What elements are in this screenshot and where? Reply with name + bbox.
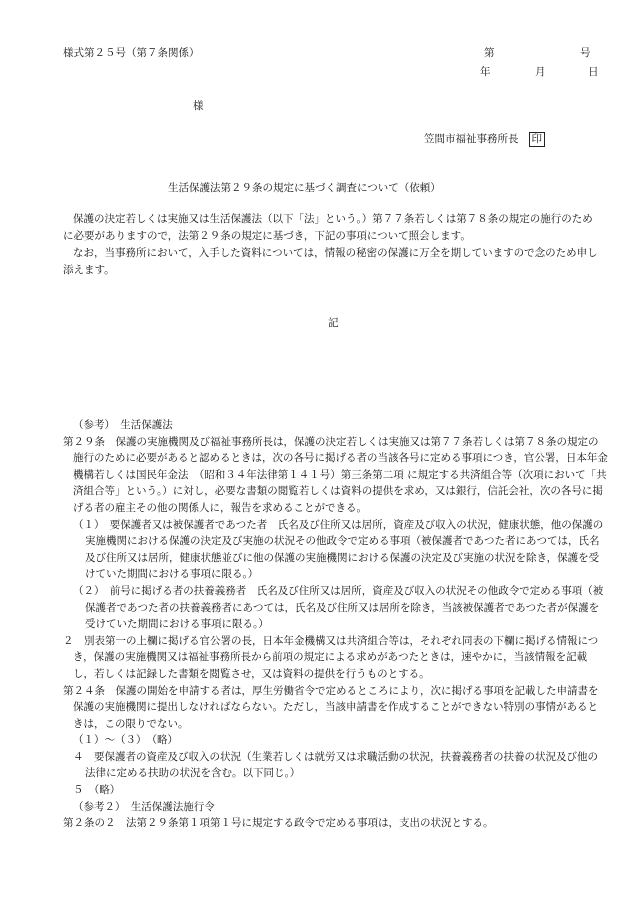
article-29-item-2: （２） 前号に掲げる者の扶養義務者 氏名及び住所又は居所，資産及び収入の状況その他政令で定める事項（被保護者であつた者の扶養義務者にあつては，氏名及び住所又は居所を除き，当該被保護者であつた者が保護を受けていた期間における事項に限る。） (73, 584, 604, 631)
number-gou: 号 (580, 47, 591, 59)
body-text (63, 211, 603, 279)
sender-name: 笠間市福祉事務所長 (424, 133, 519, 145)
recipient-sama: 様 (193, 100, 204, 112)
body-paragraph-2: なお，当事務所において，入手した資料については，情報の秘密の保護に万全を期していますので念のため申し添えます。 (63, 247, 598, 276)
document-title: 生活保護法第２９条の規定に基づく調査について（依頼） (168, 182, 441, 194)
date-day: 日 (588, 66, 599, 78)
seal-stamp: 印 (529, 132, 546, 147)
form-number: 様式第２５号（第７条関係） (63, 47, 200, 59)
sender-line (424, 132, 545, 147)
article-29-paragraph-2: ２ 別表第一の上欄に掲げる官公署の長，日本年金機構又は共済組合等は，それぞれ同表の下欄に掲げる情報につき，保護の実施機関又は福祉事務所長から前項の規定による求めがあつたときは，速やかに，当該情報を記載し，若しくは記録した書類を閲覧させ，又は資料の提供を行うものとする。 (63, 634, 599, 680)
body-paragraph-1: 保護の決定若しくは実施又は生活保護法（以下「法」という。）第７７条若しくは第７８条の規定の施行のために必要がありますので，法第２９条の規定に基づき，下記の事項について照会します。 (63, 213, 593, 242)
article-29: 第２９条 保護の実施機関及び福祉事務所長は，保護の決定若しくは実施又は第７７条若しくは第７８条の規定の施行のために必要があると認めるときは，次の各号に掲げる者の当該各号に定める事項につき，官公署，日本年金機構若しくは国民年金法 （昭和３４年法律第１４１号）第三条第二項 に規定する共済組合等（次項において「共済組合等」という。）に対し，必要な書類の閲覧若しくは資料の提供を求め，又は銀行，信託会社，次の各号に掲げる者の雇主その他の関係人に，報告を求めることができる。 (63, 435, 608, 514)
reference-section (63, 417, 608, 832)
ki-heading: 記 (328, 317, 339, 329)
date-year: 年 (480, 66, 491, 78)
article-24-item-4: ４ 要保護者の資産及び収入の状況（生業若しくは就労又は求職活動の状況，扶養義務者の扶養の状況及び他の法律に定める扶助の状況を含む。以下同じ。） (73, 750, 598, 780)
reference-heading-2: （参考２） 生活保護法施行令 (73, 800, 215, 813)
reference-heading-1: （参考） 生活保護法 (73, 419, 173, 431)
article-24: 第２４条 保護の開始を申請する者は，厚生労働省令で定めるところにより，次に掲げる事項を記載した申請書を保護の実施機関に提出しなければならない。ただし，当該申請書を作成することができない特別の事情があるときは，この限りでない。 (63, 684, 599, 730)
article-29-item-1: （１） 要保護者又は被保護者であつた者 氏名及び住所又は居所，資産及び収入の状況，健康状態，他の保護の実施機関における保護の決定及び実施の状況その他政令で定める事項（被保護者であつた者にあつては，氏名及び住所又は居所，健康状態並びに他の保護の実施機関における保護の決定及び実施の状況を除き，保護を受けていた期間における事項に限る。） (73, 518, 604, 581)
date-month: 月 (535, 66, 546, 78)
article-24-items-1-3: （１）～（３） （略） (73, 734, 178, 747)
enforcement-article-2-2: 第２条の２ 法第２９条第１項第１号に規定する政令で定める事項は，支出の状況とする。 (63, 817, 494, 830)
article-24-item-5: ５ （略） (73, 784, 121, 797)
number-dai: 第 (484, 47, 495, 59)
